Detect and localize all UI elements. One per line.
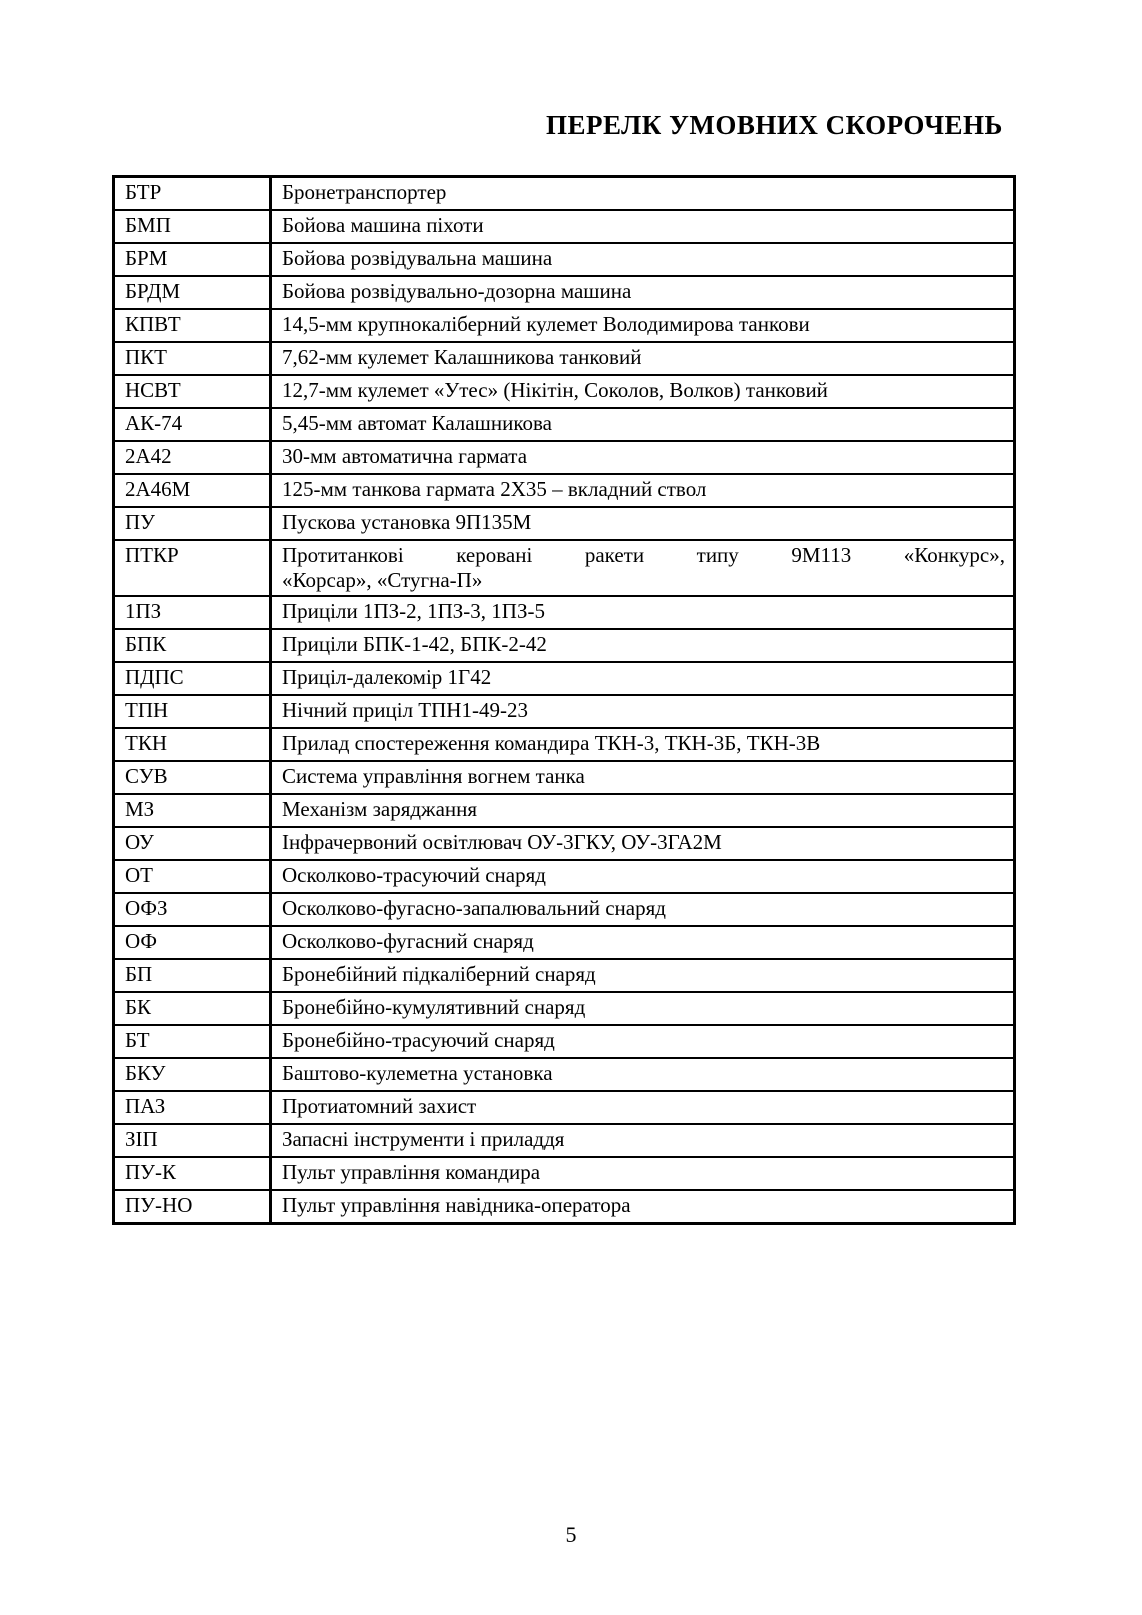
abbr-cell: ОТ (114, 860, 271, 893)
definition-cell: Осколково-фугасно-запалювальний снаряд (271, 893, 1015, 926)
abbr-cell: КПВТ (114, 309, 271, 342)
table-row (114, 474, 1015, 507)
definition-cell: Бронебійний підкаліберний снаряд (271, 959, 1015, 992)
table-row (114, 276, 1015, 309)
table-row (114, 243, 1015, 276)
definition-line: «Корсар», «Стугна-П» (282, 568, 483, 592)
abbr-cell: БК (114, 992, 271, 1025)
abbr-table-body (114, 177, 1015, 1224)
abbr-cell: ТКН (114, 728, 271, 761)
page-title: ПЕРЕЛК УМОВНИХ СКОРОЧЕНЬ (546, 110, 1003, 140)
abbr-cell: ОУ (114, 827, 271, 860)
definition-cell: Осколково-фугасний снаряд (271, 926, 1015, 959)
definition-cell (271, 540, 1015, 596)
definition-cell: Система управління вогнем танка (271, 761, 1015, 794)
table-row (114, 1091, 1015, 1124)
abbr-cell: ПТКР (114, 540, 271, 596)
definition-cell: Баштово-кулеметна установка (271, 1058, 1015, 1091)
definition-cell: Бойова розвідувально-дозорна машина (271, 276, 1015, 309)
abbr-cell: БТ (114, 1025, 271, 1058)
table-row (114, 662, 1015, 695)
table-row (114, 1025, 1015, 1058)
definition-cell: 5,45-мм автомат Калашникова (271, 408, 1015, 441)
table-row (114, 761, 1015, 794)
definition-cell: Бойова машина піхоти (271, 210, 1015, 243)
abbr-cell: ПУ-К (114, 1157, 271, 1190)
table-row (114, 507, 1015, 540)
table-row (114, 1190, 1015, 1224)
abbr-cell: БТР (114, 177, 271, 211)
definition-cell: Бронебійно-трасуючий снаряд (271, 1025, 1015, 1058)
abbr-cell: ЗІП (114, 1124, 271, 1157)
abbr-cell: НСВТ (114, 375, 271, 408)
abbr-cell: ОФЗ (114, 893, 271, 926)
definition-cell: Бронетранспортер (271, 177, 1015, 211)
table-row (114, 1124, 1015, 1157)
abbr-cell: ПАЗ (114, 1091, 271, 1124)
definition-line: Протитанкові керовані ракети типу 9М113 «Конкурс», (282, 543, 1005, 567)
table-row (114, 695, 1015, 728)
definition-cell: Осколково-трасуючий снаряд (271, 860, 1015, 893)
definition-cell: Нічний приціл ТПН1-49-23 (271, 695, 1015, 728)
abbr-cell: ТПН (114, 695, 271, 728)
definition-cell: Пульт управління командира (271, 1157, 1015, 1190)
abbr-cell: 1ПЗ (114, 596, 271, 629)
table-row (114, 1058, 1015, 1091)
abbr-cell: ПУ-НО (114, 1190, 271, 1224)
table-row (114, 629, 1015, 662)
definition-cell: 125-мм танкова гармата 2Х35 – вкладний ствол (271, 474, 1015, 507)
table-row (114, 210, 1015, 243)
table-row (114, 893, 1015, 926)
definition-cell: Протиатомний захист (271, 1091, 1015, 1124)
definition-cell: 30-мм автоматична гармата (271, 441, 1015, 474)
table-row (114, 728, 1015, 761)
definition-cell: Приціл-далекомір 1Г42 (271, 662, 1015, 695)
definition-cell: Інфрачервоний освітлювач ОУ-3ГКУ, ОУ-3ГА2М (271, 827, 1015, 860)
abbr-cell: БМП (114, 210, 271, 243)
definition-cell: Прилад спостереження командира ТКН-3, ТКН-3Б, ТКН-3В (271, 728, 1015, 761)
table-row (114, 827, 1015, 860)
definition-cell: Механізм заряджання (271, 794, 1015, 827)
definition-cell: Бойова розвідувальна машина (271, 243, 1015, 276)
table-row (114, 959, 1015, 992)
abbr-cell: ПКТ (114, 342, 271, 375)
table-row (114, 309, 1015, 342)
table-row (114, 794, 1015, 827)
definition-cell: Запасні інструменти і приладдя (271, 1124, 1015, 1157)
definition-cell: Приціли БПК-1-42, БПК-2-42 (271, 629, 1015, 662)
abbr-cell: БРМ (114, 243, 271, 276)
definition-cell: Приціли 1ПЗ-2, 1ПЗ-3, 1ПЗ-5 (271, 596, 1015, 629)
table-row (114, 342, 1015, 375)
abbreviations-table (112, 175, 1016, 1225)
table-row (114, 1157, 1015, 1190)
table-row (114, 441, 1015, 474)
table-row (114, 375, 1015, 408)
abbr-cell: БКУ (114, 1058, 271, 1091)
abbr-cell: АК-74 (114, 408, 271, 441)
abbr-cell: СУВ (114, 761, 271, 794)
abbr-cell: БРДМ (114, 276, 271, 309)
abbr-cell: МЗ (114, 794, 271, 827)
table-row (114, 992, 1015, 1025)
abbr-cell: 2А46М (114, 474, 271, 507)
abbr-cell: БПК (114, 629, 271, 662)
table-row (114, 177, 1015, 211)
table-row (114, 540, 1015, 596)
definition-cell: 7,62-мм кулемет Калашникова танковий (271, 342, 1015, 375)
table-row (114, 860, 1015, 893)
abbr-cell: БП (114, 959, 271, 992)
table-row (114, 596, 1015, 629)
definition-cell: Пульт управління навідника-оператора (271, 1190, 1015, 1224)
definition-cell: 12,7-мм кулемет «Утес» (Нікітін, Соколов, Волков) танковий (271, 375, 1015, 408)
abbr-cell: ПУ (114, 507, 271, 540)
table-row (114, 926, 1015, 959)
definition-cell: 14,5-мм крупнокаліберний кулемет Володимирова танкови (271, 309, 1015, 342)
abbr-cell: 2А42 (114, 441, 271, 474)
abbr-cell: ПДПС (114, 662, 271, 695)
table-row (114, 408, 1015, 441)
definition-cell: Бронебійно-кумулятивний снаряд (271, 992, 1015, 1025)
abbr-cell: ОФ (114, 926, 271, 959)
page-number: 5 (565, 1522, 577, 1547)
definition-cell: Пускова установка 9П135М (271, 507, 1015, 540)
